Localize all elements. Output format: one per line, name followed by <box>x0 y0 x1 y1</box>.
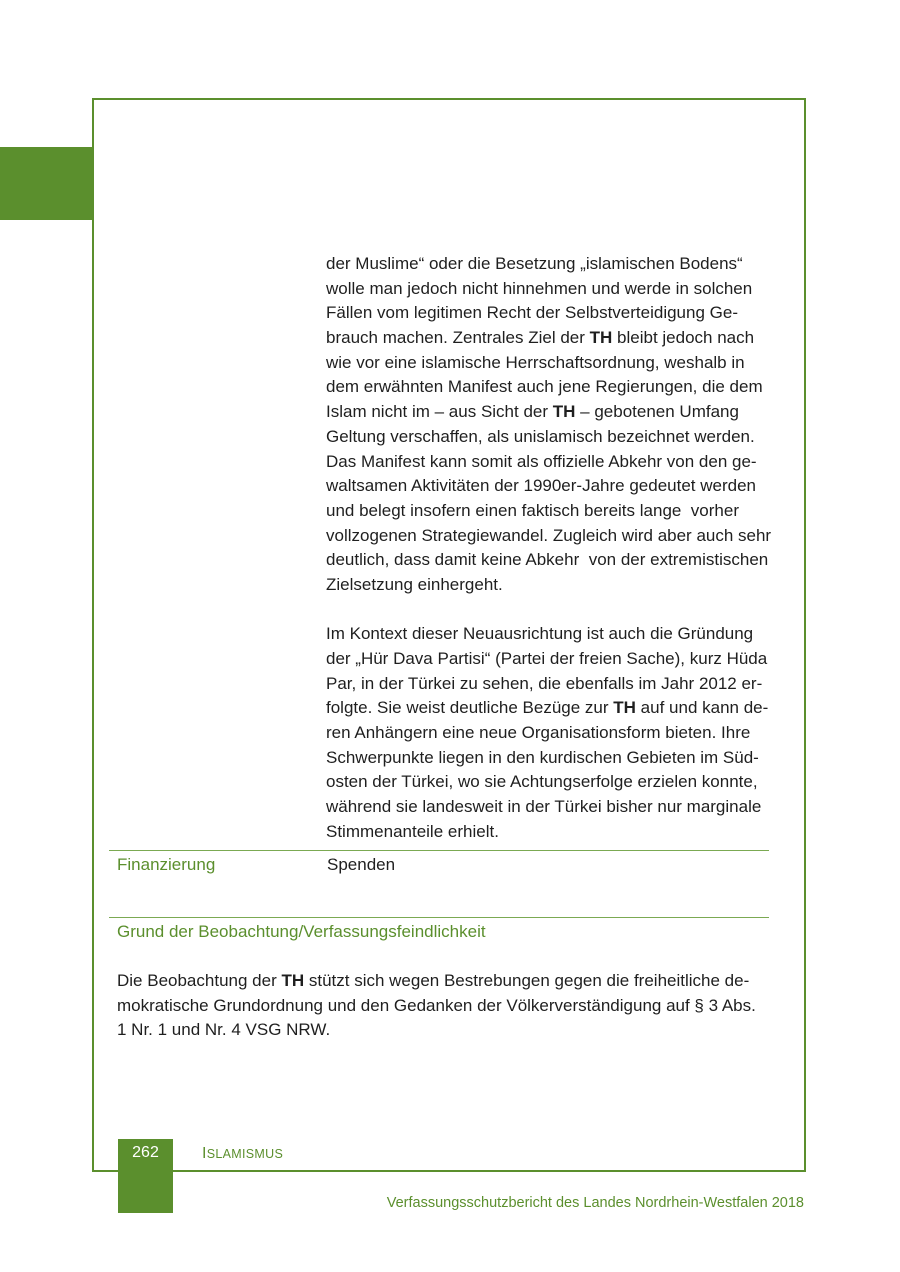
publication-title: Verfassungsschutzbericht des Landes Nordrhein-Westfalen 2018 <box>386 1195 804 1211</box>
text-line <box>326 277 796 302</box>
text-segment: der Muslime“ oder die Besetzung „islamischen Bodens“ <box>326 254 743 273</box>
text-line <box>326 696 796 721</box>
text-segment: Stimmenanteile erhielt. <box>326 821 499 841</box>
text-line <box>326 375 796 400</box>
text-segment: folgte. Sie weist deutliche Bezüge zur <box>326 698 614 718</box>
text-line <box>326 795 796 820</box>
text-line <box>326 721 796 746</box>
text-line <box>326 326 796 351</box>
text-segment: deutlich, dass damit keine Abkehr von der extremistischen <box>326 550 769 570</box>
divider-rule <box>109 850 769 851</box>
text-segment: Das Manifest kann somit als offizielle Abkehr von den ge- <box>326 451 757 471</box>
text-segment: brauch machen. Zentrales Ziel der <box>326 328 590 348</box>
text-segment: und belegt insofern einen faktisch bereits lange vorher <box>326 500 739 520</box>
body-paragraph <box>326 252 796 598</box>
financing-label: Finanzierung <box>117 855 216 874</box>
text-line <box>326 474 796 499</box>
text-line <box>326 351 796 376</box>
text-line <box>117 1018 797 1043</box>
text-line <box>326 672 796 697</box>
text-line <box>326 450 796 475</box>
page-number-box <box>118 1139 173 1213</box>
financing-value: Spenden <box>327 855 396 874</box>
text-segment: vollzogenen Strategiewandel. Zugleich wird aber auch sehr <box>326 525 772 545</box>
abbreviation-bold: TH <box>552 402 576 422</box>
observation-reason-heading: Grund der Beobachtung/Verfassungsfeindlichkeit <box>117 922 486 941</box>
abbreviation-bold: TH <box>281 971 305 990</box>
text-line <box>326 524 796 549</box>
page-number: 262 <box>132 1144 159 1161</box>
text-line <box>326 573 796 598</box>
text-line <box>326 647 796 672</box>
text-segment: stützt sich wegen Bestrebungen gegen die freiheitliche de- <box>304 971 750 990</box>
text-line <box>117 994 797 1019</box>
text-line <box>326 770 796 795</box>
text-line <box>326 548 796 573</box>
abbreviation-bold: TH <box>613 698 636 718</box>
text-segment: waltsamen Aktivitäten der 1990er-Jahre gedeutet werden <box>326 476 756 496</box>
text-segment: Fällen vom legitimen Recht der Selbstverteidigung Ge- <box>326 303 738 323</box>
text-segment: Die Beobachtung der <box>117 971 282 990</box>
chapter-side-tab <box>0 147 92 220</box>
text-segment: osten der Türkei, wo sie Achtungserfolge erzielen konnte, <box>326 772 758 792</box>
text-segment: Geltung verschaffen, als unislamisch bezeichnet werden. <box>326 426 755 446</box>
text-line <box>326 622 796 647</box>
text-line <box>326 820 796 845</box>
text-segment: mokratische Grundordnung und den Gedanken der Völkerverständigung auf § 3 Abs. <box>117 995 756 1015</box>
text-segment: der „Hür Dava Partisi“ (Partei der freien Sache), kurz Hüda <box>326 649 768 668</box>
body-paragraph <box>326 622 796 844</box>
text-segment: wolle man jedoch nicht hinnehmen und werde in solchen <box>326 278 753 298</box>
text-segment: wie vor eine islamische Herrschaftsordnung, weshalb in <box>326 352 745 372</box>
text-segment: Im Kontext dieser Neuausrichtung ist auch die Gründung <box>326 624 754 644</box>
section-title: ISLAMISMUS <box>202 1145 284 1162</box>
text-line <box>326 746 796 771</box>
text-segment: ren Anhängern eine neue Organisationsform bieten. Ihre <box>326 723 751 743</box>
divider-rule <box>109 917 769 918</box>
text-segment: Schwerpunkte liegen in den kurdischen Gebieten im Süd- <box>326 747 759 767</box>
text-line <box>326 252 796 277</box>
text-line <box>326 400 796 425</box>
text-segment: dem erwähnten Manifest auch jene Regierungen, die dem <box>326 377 763 397</box>
abbreviation-bold: TH <box>589 328 613 348</box>
text-segment: während sie landesweit in der Türkei bisher nur marginale <box>326 797 762 817</box>
observation-reason-text <box>117 969 797 1043</box>
text-line <box>326 301 796 326</box>
text-line <box>117 969 797 994</box>
text-segment: Islam nicht im – aus Sicht der <box>326 402 553 422</box>
text-line <box>326 425 796 450</box>
text-segment: Par, in der Türkei zu sehen, die ebenfalls im Jahr 2012 er- <box>326 673 763 693</box>
text-segment: auf und kann de- <box>635 698 769 718</box>
text-segment: 1 Nr. 1 und Nr. 4 VSG NRW. <box>117 1020 331 1040</box>
main-text-column <box>326 252 796 845</box>
text-segment: bleibt jedoch nach <box>612 328 755 348</box>
text-segment: – gebotenen Umfang <box>575 402 739 422</box>
text-line <box>326 499 796 524</box>
text-segment: Zielsetzung einhergeht. <box>326 574 503 594</box>
